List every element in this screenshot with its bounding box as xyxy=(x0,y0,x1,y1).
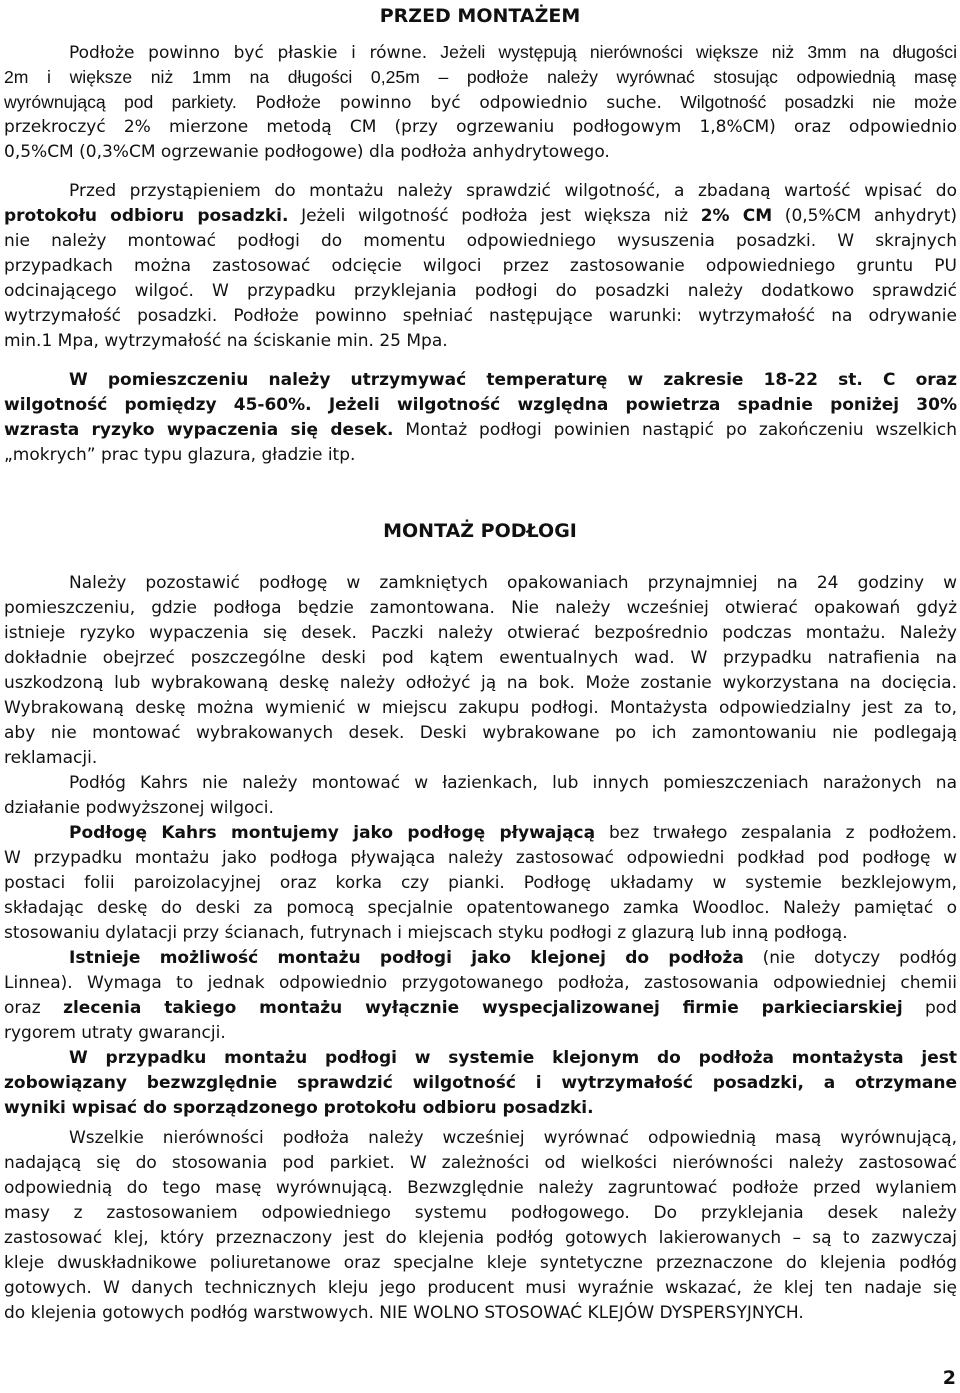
before-p2-line: min.1 Mpa, wytrzymałość na ściskanie min. 25 Mpa. xyxy=(4,331,448,351)
text-run: Podłoże powinno być odpowiednio suche. xyxy=(236,93,662,113)
before-p2-line: przypadkach można zastosować odcięcie wilgoci przez zastosowanie odpowiedniego gruntu PU xyxy=(4,256,957,276)
install-p1-line: pomieszczeniu, gdzie podłoga będzie zamontowana. Nie należy wcześniej otwierać opakowań gdyż xyxy=(4,598,957,618)
install-p5-line xyxy=(69,1046,957,1071)
bold-run: 2% CM xyxy=(700,206,773,226)
install-p6-line: do klejenia gotowych podłóg warstwowych. NIE WOLNO STOSOWAĆ KLEJÓW DYSPERSYJNYCH. xyxy=(4,1303,804,1323)
install-p1-line: Należy pozostawić podłogę w zamkniętych opakowaniach przynajmniej na 24 godziny w xyxy=(69,573,957,593)
text-run: Montaż podłogi powinien nastąpić po zakończeniu wszelkich xyxy=(393,420,957,440)
install-p3-line xyxy=(69,821,957,846)
install-p3-line: postaci folii paroizolacyjnej oraz korka czy pianki. Podłogę układamy w systemie bezklejowym, xyxy=(4,873,957,893)
text-run: (nie dotyczy podłóg xyxy=(743,948,957,968)
bold-run: Istnieje możliwość montażu podłogi jako klejonej do podłoża xyxy=(69,948,744,968)
install-p6-line: odpowiednią do tego masę wyrównującą. Bezwzględnie należy zagruntować podłoże przed wylaniem xyxy=(4,1178,957,1198)
install-p1-line: istnieje ryzyko wypaczenia się desek. Paczki należy otwierać bezpośrednio podczas montażu. Należy xyxy=(4,623,957,643)
install-p1-line: dokładnie obejrzeć poszczególne deski pod kątem ewentualnych wad. W przypadku natrafienia na xyxy=(4,648,957,668)
install-p4-line: rygorem utraty gwarancji. xyxy=(4,1023,226,1043)
bold-run: Podłogę Kahrs montujemy jako podłogę pływającą xyxy=(69,823,596,843)
bold-run: W przypadku montażu podłogi w systemie klejonym do podłoża montażysta jest xyxy=(69,1048,957,1068)
before-p2-line: nie należy montować podłogi do momentu odpowiedniego wysuszenia posadzki. W skrajnych xyxy=(4,231,957,251)
install-p1-line: aby nie montować wybrakowanych desek. Deski wybrakowane po ich zamontowaniu nie podlegają xyxy=(4,723,957,743)
install-p1-line: reklamacji. xyxy=(4,748,98,768)
bold-run: wzrasta ryzyko wypaczenia się desek. xyxy=(4,420,394,440)
text-run: pod xyxy=(902,998,957,1018)
before-p3-line xyxy=(4,393,957,418)
heading-floor-installation: MONTAŻ PODŁOGI xyxy=(383,520,577,542)
text-run: (0,5%CM anhydryt) xyxy=(772,206,957,226)
install-p6-line: nadającą się do stosowania pod parkiet. W zależności od wielkości nierówności należy zastosować xyxy=(4,1153,957,1173)
install-p4-line: Linnea). Wymaga to jednak odpowiednio przygotowanego podłoża, zastosowania odpowiedniej chemii xyxy=(4,973,957,993)
bold-run: wilgotność pomiędzy 45-60%. Jeżeli wilgotność względna powietrza spadnie poniżej 30% xyxy=(4,395,957,415)
before-p1-line: 0,5%CM (0,3%CM ogrzewanie podłogowe) dla podłoża anhydrytowego. xyxy=(4,142,610,162)
before-p2-line: wytrzymałość posadzki. Podłoże powinno spełniać następujące warunki: wytrzymałość na odrywanie xyxy=(4,306,957,326)
before-p2-line xyxy=(4,204,957,229)
bold-run: zobowiązany bezwzględnie sprawdzić wilgotność i wytrzymałość posadzki, a otrzymane xyxy=(4,1073,957,1093)
page-number: 2 xyxy=(942,1367,956,1389)
install-p2-line: działanie podwyższonej wilgoci. xyxy=(4,798,274,818)
install-p4-line xyxy=(4,996,957,1021)
before-p3-line xyxy=(69,368,957,393)
install-p1-line: uszkodzoną lub wybrakowaną deskę należy odłożyć ją na bok. Może zostanie wykorzystana na docięcia. xyxy=(4,673,957,693)
install-p6-line: gotowych. W danych technicznych kleju jego producent musi wyraźnie wskazać, że klej ten nadaje się xyxy=(4,1278,957,1298)
install-p5-line xyxy=(4,1096,957,1121)
before-p1-line: 2m i większe niż 1mm na długości 0,25m – podłoże należy wyrównać stosując odpowiednią masę xyxy=(4,67,957,87)
before-p1-line: przekroczyć 2% mierzone metodą CM (przy ogrzewaniu podłogowym 1,8%CM) oraz odpowiednio xyxy=(4,117,957,137)
before-p2-line: Przed przystąpieniem do montażu należy sprawdzić wilgotność, a zbadaną wartość wpisać do xyxy=(69,181,957,201)
install-p5-line xyxy=(4,1071,957,1096)
bold-run: wyniki wpisać do sporządzonego protokołu odbioru posadzki. xyxy=(4,1098,594,1118)
text-run: Wilgotność posadzki nie może xyxy=(661,92,957,112)
text-run: Podłoże powinno być płaskie i równe. xyxy=(69,43,428,63)
text-run: Jeżeli występują nierówności większe niż 3mm na długości xyxy=(427,42,957,62)
bold-run: protokołu odbioru posadzki. xyxy=(4,206,289,226)
heading-before-installation: PRZED MONTAŻEM xyxy=(379,5,581,27)
install-p1-line: Wybrakowaną deskę można wymienić w miejscu zakupu podłogi. Montażysta odpowiedzialny jest za to, xyxy=(4,698,957,718)
install-p6-line: Wszelkie nierówności podłoża należy wcześniej wyrównać odpowiednią masą wyrównującą, xyxy=(69,1128,957,1148)
before-p2-line: odcinającego wilgoć. W przypadku przyklejania podłogi do posadzki należy dodatkowo sprawdzić xyxy=(4,281,957,301)
before-p3-line: „mokrych” prac typu glazura, gładzie itp. xyxy=(4,445,356,465)
install-p6-line: kleje dwuskładnikowe poliuretanowe oraz specjalne kleje syntetyczne przeznaczone do klejenia podłóg xyxy=(4,1253,957,1273)
text-run: oraz xyxy=(4,998,64,1018)
text-run: Jeżeli wilgotność podłoża jest większa niż xyxy=(288,206,701,226)
before-p3-line xyxy=(4,418,957,443)
install-p3-line: składając deskę do deski za pomocą specjalnie opatentowanego zamka Woodloc. Należy pamiętać o xyxy=(4,898,957,918)
before-p1-line xyxy=(69,40,957,66)
install-p6-line: masy z zastosowaniem odpowiedniego systemu podłogowego. Do przyklejania desek należy xyxy=(4,1203,957,1223)
bold-run: zlecenia takiego montażu wyłącznie wyspecjalizowanej firmie parkieciarskiej xyxy=(63,998,903,1018)
install-p6-line: zastosować klej, który przeznaczony jest do klejenia podłóg gotowych lakierowanych – są to zazwyczaj xyxy=(4,1228,957,1248)
before-p1-line xyxy=(4,90,957,116)
text-run: wyrównującą pod parkiety. xyxy=(4,92,237,112)
bold-run: W pomieszczeniu należy utrzymywać temperaturę w zakresie 18-22 st. C oraz xyxy=(69,370,957,390)
text-run: bez trwałego zespalania z podłożem. xyxy=(595,823,957,843)
install-p2-line: Podłóg Kahrs nie należy montować w łazienkach, lub innych pomieszczeniach narażonych na xyxy=(69,773,957,793)
install-p3-line: W przypadku montażu jako podłoga pływająca należy zastosować odpowiedni podkład pod podłogę w xyxy=(4,848,957,868)
install-p3-line: stosowaniu dylatacji przy ścianach, futrynach i miejscach styku podłogi z glazurą lub inną podłogą. xyxy=(4,923,848,943)
install-p4-line xyxy=(69,946,957,971)
